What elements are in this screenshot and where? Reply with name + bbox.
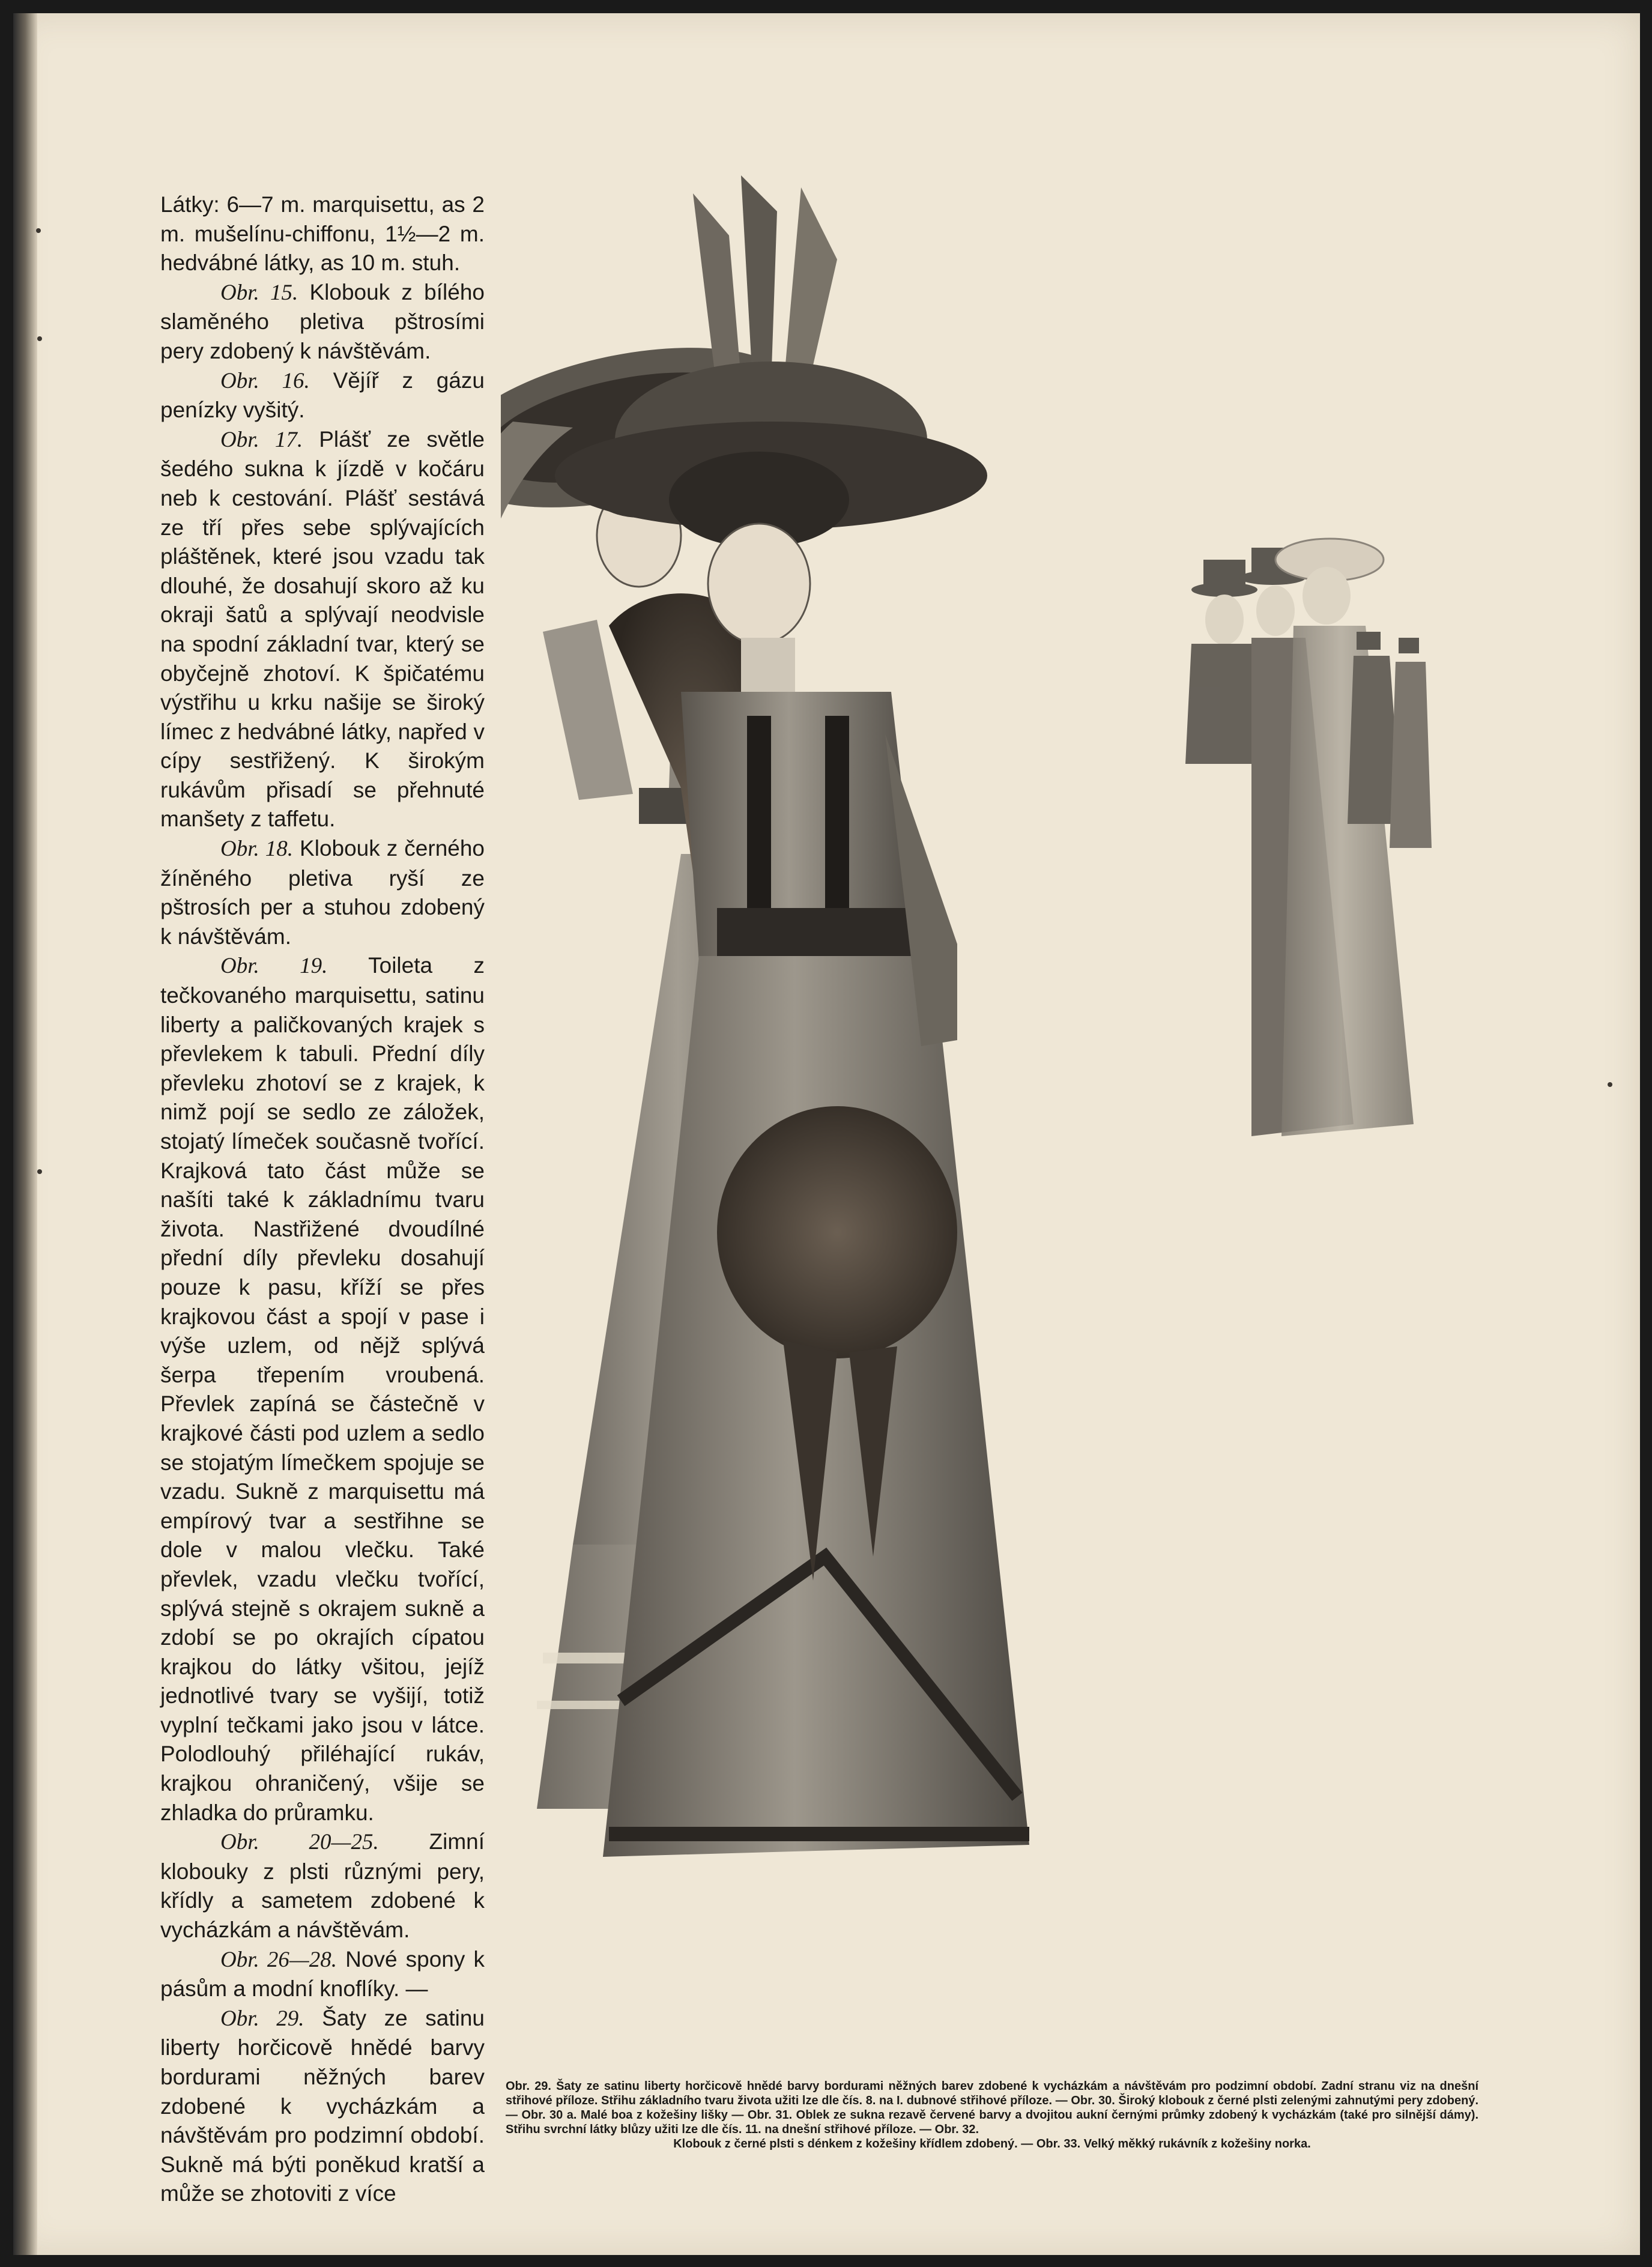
- figure-reference: Obr. 19.: [220, 954, 328, 979]
- paragraph-text: Zimní klobouky z plsti různými pery, křídly a sametem zdobené k vycházkám a návštěvám.: [160, 1829, 485, 1943]
- article-paragraph: [160, 951, 485, 1827]
- figure-reference: Obr. 26—28.: [220, 1947, 337, 1972]
- paragraph-text: Klobouk z bílého slaměného pletiva pštrosími pery zdobený k návštěvám.: [160, 279, 485, 363]
- figure-reference: Obr. 16.: [220, 368, 310, 393]
- page-speck: [36, 228, 41, 233]
- paragraph-text: Látky: 6—7 m. marquisettu, as 2 m. mušelínu-chiffonu, 1½—2 m. hedvábné látky, as 10 m. stuh.: [160, 192, 485, 276]
- article-paragraph: [160, 190, 485, 278]
- background-figures: [1185, 539, 1432, 1136]
- caption-last-line: Klobouk z černé plsti s dénkem z kožešiny křídlem zdobený. — Obr. 33. Velký měkký rukávník z kožešiny norka.: [673, 2137, 1311, 2150]
- paragraph-text: Šaty ze satinu liberty horčicově hnědé barvy bordurami něžných barev zdobené k vycházkám a návštěvám pro podzimní období. Sukně má býti poněkud kratší a může se zhotoviti z více: [160, 2005, 485, 2206]
- magazine-page: [13, 13, 1640, 2255]
- paragraph-text: Toileta z tečkovaného marquisettu, satinu liberty a paličkovaných krajek s převlekem k tabuli. Přední díly převleku zhotoví se z krajek, k nimž pojí se sedlo ze záložek, stojatý límeček současně tvořící. Krajková tato část může se našíti také k základnímu tvaru života. Nastřižené dvoudílné přední díly převleku dosahují pouze k pasu, kříží se přes krajkovou část a spojí v pase i výše uzlem, od nějž splývá šerpa třepením vroubená. Převlek zapíná se částečně v krajkové části pod uzlem a sedlo se stojatým límečkem spojuje se vzadu. Sukně z marquisettu má empírový tvar a sestřihne se dole v malou vlečku. Také převlek, vzadu vlečku tvořící, splývá stejně s okrajem sukně a zdobí se po okrajích cípatou krajkou do látky všitou, jejíž jednotlivé tvary se vyšijí, totiž vyplní tečkami jako jsou v látce. Polodlouhý přiléhající rukáv, krajkou ohraničený, všije se zhladka do průramku.: [160, 953, 485, 1825]
- figure-reference: Obr. 15.: [220, 280, 298, 305]
- article-paragraph: [160, 834, 485, 951]
- article-paragraph: [160, 278, 485, 366]
- paragraph-text: Vějíř z gázu penízky vyšitý.: [160, 368, 485, 423]
- article-paragraph: [160, 425, 485, 834]
- article-text-column: [160, 190, 485, 2209]
- page-speck: [37, 1169, 42, 1174]
- figure-caption: [506, 2079, 1478, 2151]
- article-paragraph: [160, 1827, 485, 1945]
- page-spine: [13, 13, 37, 2255]
- figure-reference: Obr. 18.: [220, 837, 294, 862]
- figure-reference: Obr. 29.: [220, 2006, 304, 2031]
- fashion-illustration: [501, 163, 1498, 2037]
- caption-main: Obr. 29. Šaty ze satinu liberty horčicově hnědé barvy bordurami něžných barev zdobené k vycházkám a návštěvám pro podzimní období. Zadní stranu viz na dnešní střihové příloze. Střihu základního tvaru života užiti lze dle čís. 8. na I. dubnové střihové příloze. — Obr. 30. Široký klobouk z černé plsti zelenými zahnutými pery zdobený. — Obr. 30 a. Malé boa z kožešiny lišky — Obr. 31. Oblek ze sukna rezavě červené barvy a dvojitou aukní černými průmky zdobený k vycházkám (také pro silnější dámy). Střihu svrchní látky blůzy užiti lze dle čís. 11. na dnešní střihové příloze. — Obr. 32.: [506, 2080, 1478, 2136]
- page-speck: [1608, 1082, 1612, 1087]
- paragraph-text: Plášť ze světle šedého sukna k jízdě v kočáru neb k cestování. Plášť sestává ze tří přes sebe splývajících pláštěnek, které jsou vzadu tak dlouhé, že dosahují skoro až ku okraji šatů a splývají neodvisle na spodní základní tvar, který se obyčejně zhotoví. K špičatému výstřihu u krku našije se široký límec z hedvábné látky, napřed v cípy sestřižený. K širokým rukávům přisadí se přehnuté manšety z taffetu.: [160, 426, 485, 832]
- paragraph-text: Klobouk z černého žíněného pletiva ryší ze pštrosích per a stuhou zdobený k návštěvám.: [160, 836, 485, 949]
- article-paragraph: [160, 2004, 485, 2209]
- figure-reference: Obr. 20—25.: [220, 1830, 379, 1855]
- article-paragraph: [160, 366, 485, 425]
- page-speck: [37, 336, 42, 341]
- article-paragraph: [160, 1945, 485, 2004]
- paragraph-text: Nové spony k pásům a modní knoflíky. —: [160, 1946, 485, 2002]
- figure-reference: Obr. 17.: [220, 427, 303, 452]
